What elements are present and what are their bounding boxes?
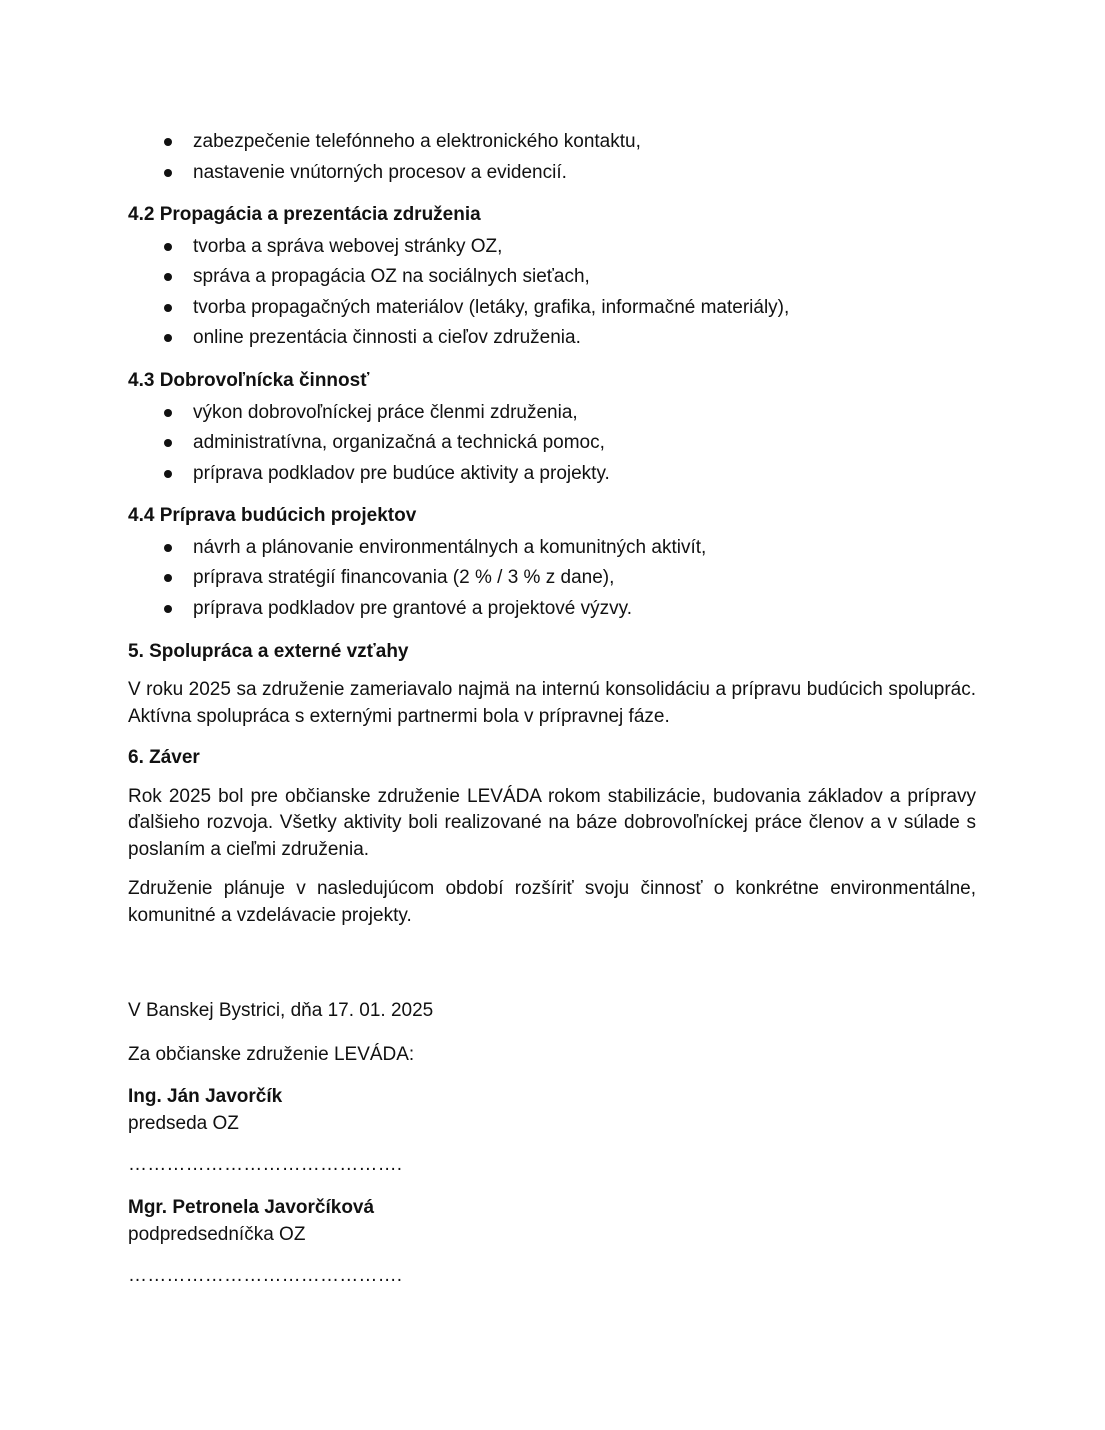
bullet-icon xyxy=(164,169,172,177)
section-5-paragraph: V roku 2025 sa združenie zameriavalo najmä na internú konsolidáciu a prípravu budúcich spoluprác. Aktívna spolupráca s externými partnermi bola v prípravnej fáze. xyxy=(128,679,976,727)
section-heading-6: 6. Záver xyxy=(128,747,200,769)
list-item: príprava stratégií financovania (2 % / 3 % z dane), xyxy=(128,563,976,594)
signature-block-chair xyxy=(128,1083,976,1178)
bullet-list-continued xyxy=(128,127,976,188)
signatory-role: predseda OZ xyxy=(128,1113,239,1135)
document-body xyxy=(128,127,976,1305)
section-6-paragraph-1: Rok 2025 bol pre občianske združenie LEVÁDA rokom stabilizácie, budovania základov a prípravy ďalšieho rozvoja. Všetky aktivity boli realizované na báze dobrovoľníckej práce členov a v súlade s poslaním a cieľmi združenia. xyxy=(128,785,976,860)
bullet-icon xyxy=(164,273,172,281)
signatory-name: Ing. Ján Javorčík xyxy=(128,1086,283,1108)
bullet-icon xyxy=(164,470,172,478)
signatory-role: podpredsedníčka OZ xyxy=(128,1224,306,1246)
list-item: administratívna, organizačná a technická pomoc, xyxy=(128,428,976,459)
signature-line: ……………………………………. xyxy=(128,1265,403,1287)
bullet-icon xyxy=(164,243,172,251)
list-item: tvorba a správa webovej stránky OZ, xyxy=(128,232,976,263)
bullet-icon xyxy=(164,304,172,312)
organization-signature-label: Za občianske združenie LEVÁDA: xyxy=(128,1043,415,1065)
bullet-list-4-2 xyxy=(128,232,976,354)
signature-line: ……………………………………. xyxy=(128,1154,403,1176)
list-item: výkon dobrovoľníckej práce členmi združenia, xyxy=(128,398,976,429)
section-heading-5: 5. Spolupráca a externé vzťahy xyxy=(128,640,409,662)
place-and-date: V Banskej Bystrici, dňa 17. 01. 2025 xyxy=(128,1000,434,1022)
bullet-list-4-4 xyxy=(128,533,976,625)
list-item: príprava podkladov pre budúce aktivity a projekty. xyxy=(128,459,976,490)
section-heading-4-4: 4.4 Príprava budúcich projektov xyxy=(128,505,417,527)
bullet-icon xyxy=(164,574,172,582)
list-item: online prezentácia činnosti a cieľov združenia. xyxy=(128,323,976,354)
bullet-icon xyxy=(164,544,172,552)
bullet-icon xyxy=(164,409,172,417)
bullet-icon xyxy=(164,138,172,146)
bullet-icon xyxy=(164,439,172,447)
list-item: nastavenie vnútorných procesov a evidencií. xyxy=(128,158,976,189)
list-item: tvorba propagačných materiálov (letáky, grafika, informačné materiály), xyxy=(128,293,976,324)
bullet-icon xyxy=(164,605,172,613)
bullet-list-4-3 xyxy=(128,398,976,490)
section-heading-4-2: 4.2 Propagácia a prezentácia združenia xyxy=(128,204,481,226)
list-item: zabezpečenie telefónneho a elektronického kontaktu, xyxy=(128,127,976,158)
signature-block-vice-chair xyxy=(128,1194,976,1289)
section-heading-4-3: 4.3 Dobrovoľnícka činnosť xyxy=(128,370,370,392)
list-item: správa a propagácia OZ na sociálnych sieťach, xyxy=(128,262,976,293)
signatory-name: Mgr. Petronela Javorčíková xyxy=(128,1197,375,1219)
bullet-icon xyxy=(164,334,172,342)
list-item: príprava podkladov pre grantové a projektové výzvy. xyxy=(128,594,976,625)
section-6-paragraph-2: Združenie plánuje v nasledujúcom období rozšíriť svoju činnosť o konkrétne environmentálne, komunitné a vzdelávacie projekty. xyxy=(128,878,976,926)
list-item: návrh a plánovanie environmentálnych a komunitných aktivít, xyxy=(128,533,976,564)
